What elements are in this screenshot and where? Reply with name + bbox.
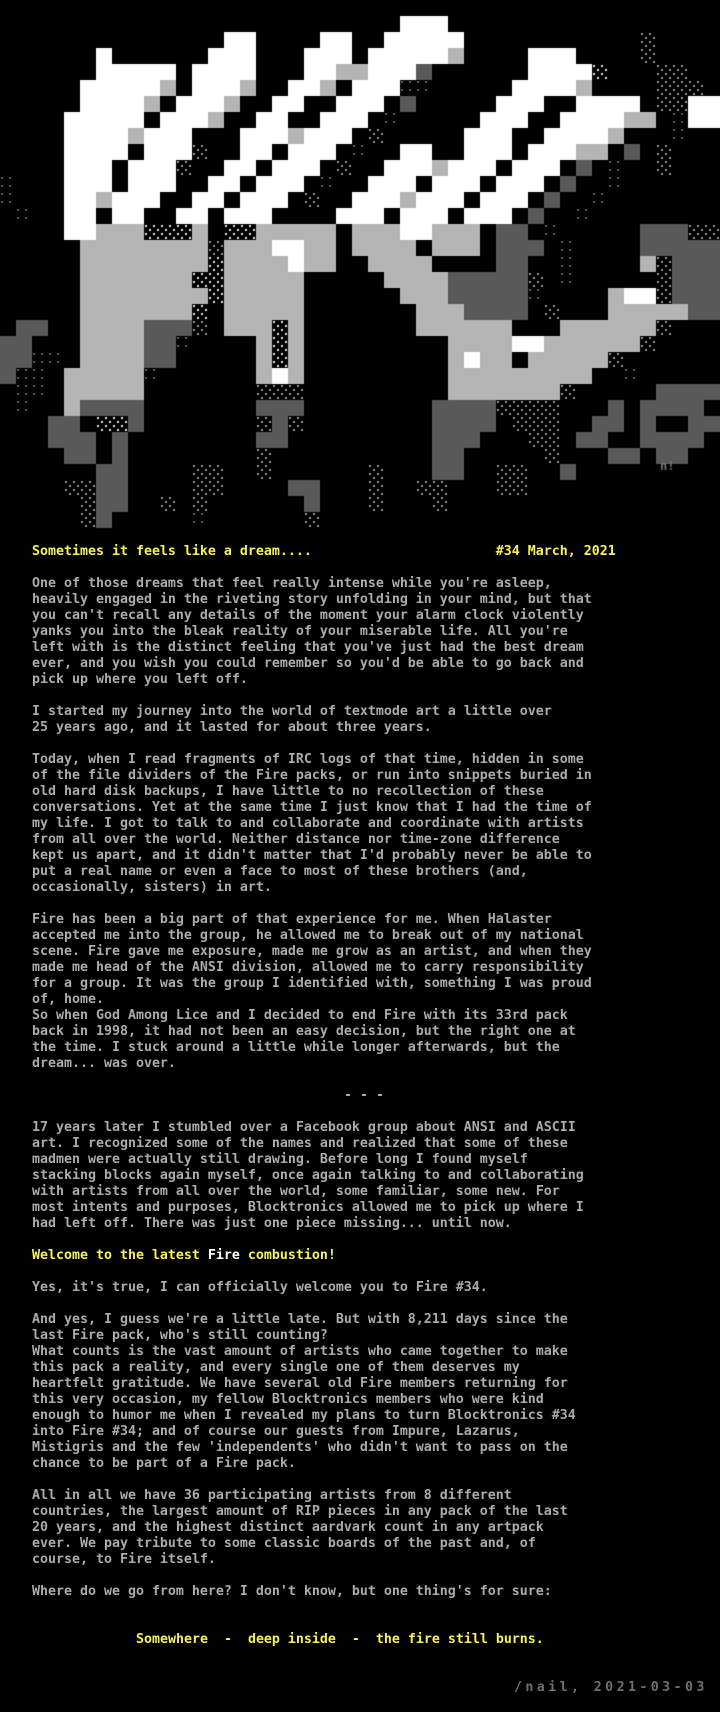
blank-line	[0, 896, 720, 912]
text-line: Where do we go from here? I don't know, but one thing's for sure:	[32, 1584, 552, 1599]
blank-line	[0, 1600, 720, 1616]
text-line: with artists from all over the world, some familiar, some new. For	[32, 1184, 560, 1199]
text-line: countries, the largest amount of RIP pieces in any pack of the last	[32, 1504, 568, 1519]
text-segment: Fire	[207, 1248, 240, 1263]
text-line: Fire has been a big part of that experience for me. When Halaster	[32, 912, 552, 927]
text-line: stacking blocks again myself, once again talking to and collaborating	[32, 1168, 584, 1183]
blank-line	[0, 560, 720, 576]
text-line: yanks you into the bleak reality of your miserable life. All you're	[32, 624, 568, 639]
blank-line	[0, 736, 720, 752]
text-line: Sometimes it feels like a dream.... #34 March, 2021	[32, 544, 616, 559]
blank-line	[0, 1232, 720, 1248]
text-line: chance to be part of a Fire pack.	[32, 1456, 296, 1471]
text-line: And yes, I guess we're a little late. But with 8,211 days since the	[32, 1312, 568, 1327]
text-line: this very occasion, my fellow Blocktronics members who were kind	[32, 1392, 544, 1407]
fire-logo-ansi-art	[0, 0, 720, 544]
text-line: ever, and you wish you could remember so you'd be able to go back and	[32, 656, 584, 671]
blank-line	[0, 1104, 720, 1120]
text-segment: Welcome to the latest	[32, 1248, 208, 1263]
text-line: of the file dividers of the Fire packs, or run into snippets buried in	[32, 768, 592, 783]
text-line: All in all we have 36 participating artists from 8 different	[32, 1488, 512, 1503]
text-line: What counts is the vast amount of artists who came together to make	[32, 1344, 568, 1359]
text-line: dream... was over.	[32, 1056, 176, 1071]
text-line: heartfelt gratitude. We have several old Fire members returning for	[32, 1376, 568, 1391]
text-line: madmen were actually still drawing. Before long I found myself	[32, 1152, 528, 1167]
text-line: into Fire #34; and of course our guests from Impure, Lazarus,	[32, 1424, 520, 1439]
blank-line	[0, 1648, 720, 1664]
text-line: 17 years later I stumbled over a Facebook group about ANSI and ASCII	[32, 1120, 576, 1135]
text-line: left with is the distinct feeling that you've just had the best dream	[32, 640, 584, 655]
text-line: 20 years, and the highest distinct aardvark count in any artpack	[32, 1520, 544, 1535]
text-line: most intents and purposes, Blocktronics allowed me to pick up where I	[32, 1200, 584, 1215]
text-line: course, to Fire itself.	[32, 1552, 216, 1567]
text-line: last Fire pack, who's still counting?	[32, 1328, 328, 1343]
text-line: One of those dreams that feel really intense while you're asleep,	[32, 576, 552, 591]
text-line: for a group. It was the group I identified with, something I was proud	[32, 976, 592, 991]
blank-line	[0, 1472, 720, 1488]
text-line: made me head of the ANSI division, allowed me to carry responsibility	[32, 960, 584, 975]
text-line: the time. I stuck around a little while longer afterwards, but the	[32, 1040, 560, 1055]
blank-line	[0, 1664, 720, 1680]
text-line	[0, 1248, 720, 1264]
text-line: - - -	[344, 1088, 384, 1103]
text-line: heavily engaged in the riveting story unfolding in your mind, but that	[32, 592, 592, 607]
blank-line	[0, 688, 720, 704]
text-line: my life. I got to talk to and collaborate and coordinate with artists	[32, 816, 584, 831]
text-line: back in 1998, it had not been an easy decision, but the right one at	[32, 1024, 576, 1039]
text-line: art. I recognized some of the names and realized that some of these	[32, 1136, 568, 1151]
text-line: you can't recall any details of the moment your alarm clock violently	[32, 608, 584, 623]
blank-line	[0, 1296, 720, 1312]
text-line: 25 years ago, and it lasted for about three years.	[32, 720, 432, 735]
text-line: Today, when I read fragments of IRC logs of that time, hidden in some	[32, 752, 584, 767]
text-segment: combustion!	[239, 1248, 336, 1263]
text-line: Yes, it's true, I can officially welcome you to Fire #34.	[32, 1280, 488, 1295]
text-line: /nail, 2021-03-03	[514, 1680, 708, 1695]
text-line: scene. Fire gave me exposure, made me grow as an artist, and when they	[32, 944, 592, 959]
blank-line	[0, 1264, 720, 1280]
text-line: of, home.	[32, 992, 104, 1007]
text-line: Mistigris and the few 'independents' who didn't want to pass on the	[32, 1440, 568, 1455]
text-line: this pack a reality, and every single one of them deserves my	[32, 1360, 520, 1375]
blank-line	[0, 1568, 720, 1584]
text-line: ever. We pay tribute to some classic boards of the past and, of	[32, 1536, 536, 1551]
text-line: enough to humor me when I revealed my plans to turn Blocktronics #34	[32, 1408, 576, 1423]
text-line: had left off. There was just one piece missing... until now.	[32, 1216, 512, 1231]
blank-line	[0, 1616, 720, 1632]
text-line: Somewhere - deep inside - the fire still burns.	[136, 1632, 544, 1647]
text-line: kept us apart, and it didn't matter that I'd probably never be able to	[32, 848, 592, 863]
text-line: put a real name or even a face to most of these brothers (and,	[32, 864, 528, 879]
blank-line	[0, 1696, 720, 1712]
text-line: pick up where you left off.	[32, 672, 248, 687]
text-line: So when God Among Lice and I decided to end Fire with its 33rd pack	[32, 1008, 568, 1023]
text-line: occasionally, sisters) in art.	[32, 880, 272, 895]
nfo-text	[0, 544, 720, 1712]
text-line: conversations. Yet at the same time I just know that I had the time of	[32, 800, 592, 815]
text-line: from all over the world. Neither distance nor time-zone difference	[32, 832, 560, 847]
text-line: old hard disk backups, I have little to no recollection of these	[32, 784, 544, 799]
text-line: I started my journey into the world of textmode art a little over	[32, 704, 552, 719]
blank-line	[0, 1072, 720, 1088]
text-line: accepted me into the group, he allowed me to break out of my national	[32, 928, 584, 943]
